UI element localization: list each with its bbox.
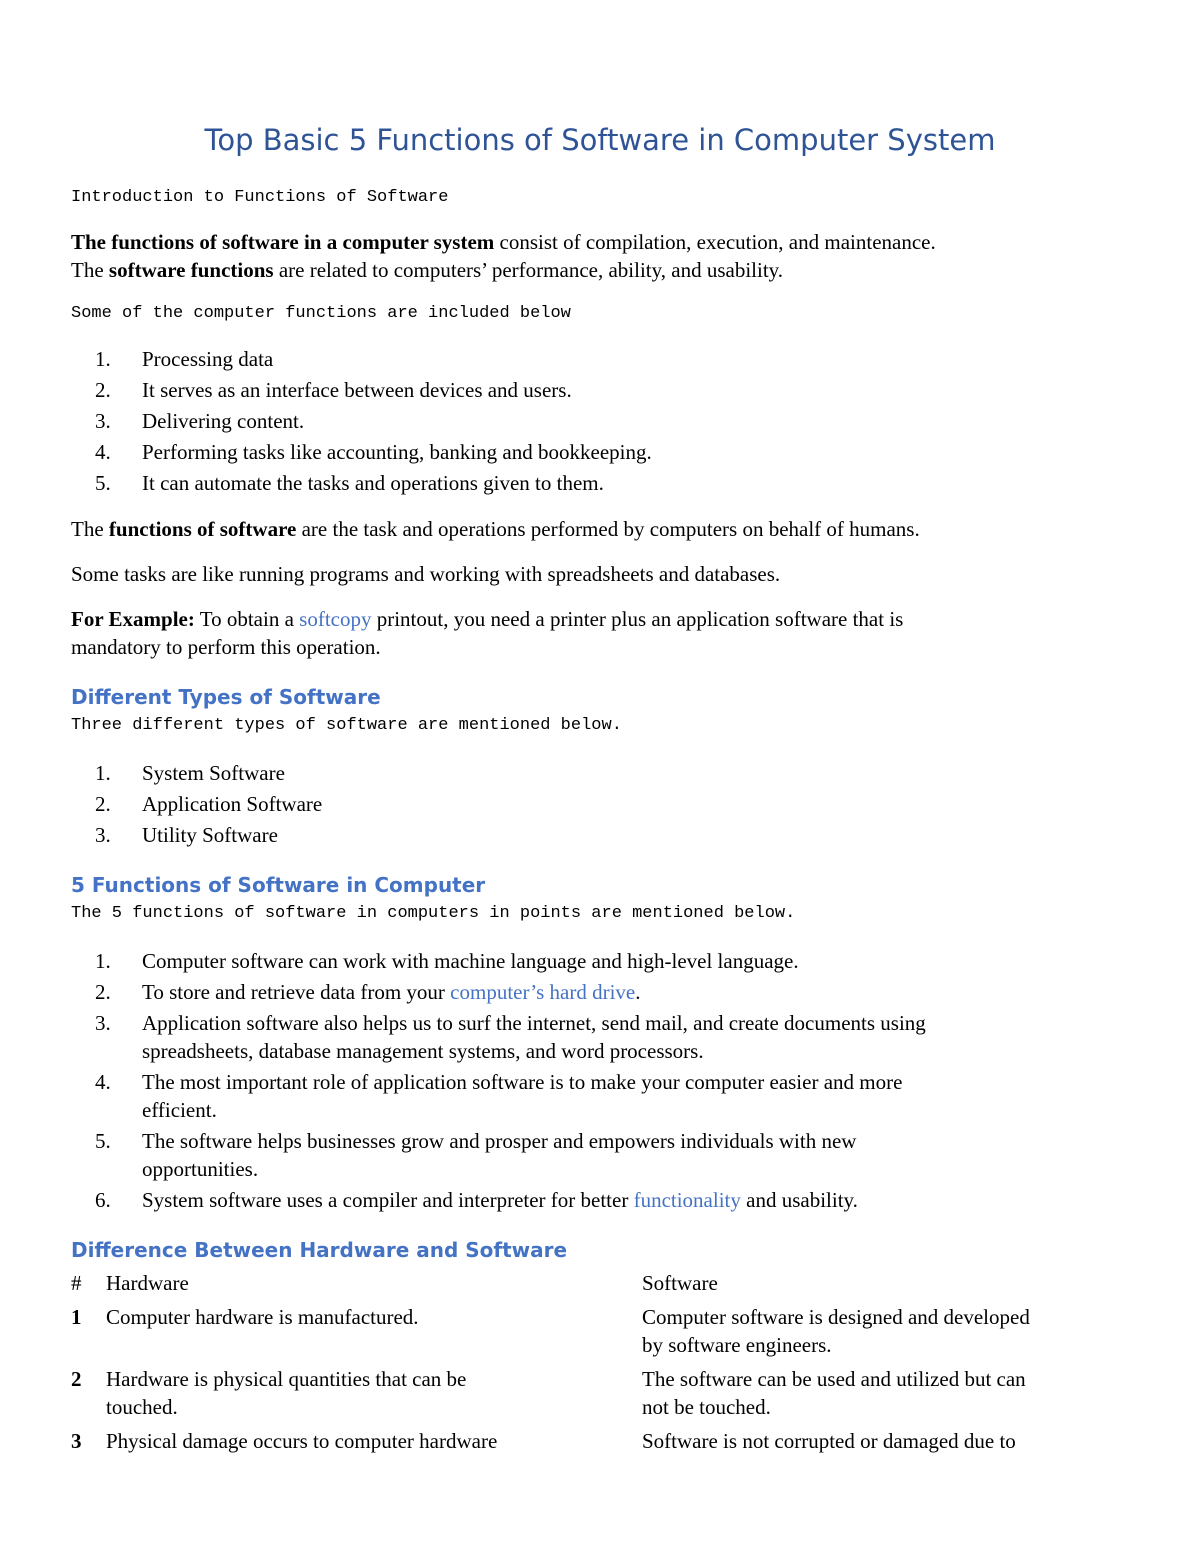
difference-table (71, 1269, 1116, 1461)
softcopy-link[interactable]: softcopy (299, 607, 372, 631)
tasks-paragraph: Some tasks are like running programs and working with spreadsheets and databases. (71, 562, 781, 586)
list-item: 3. Delivering content. (95, 409, 305, 433)
list-item: 4. The most important role of application software is to make your computer easier and more efficient. (95, 1070, 903, 1122)
table-row: 2 Hardware is physical quantities that can be touched. The software can be used and utilized but can not be touched. (71, 1367, 1026, 1419)
functionality-link[interactable]: functionality (633, 1188, 741, 1212)
table-header-cell: Hardware (106, 1271, 189, 1295)
list-item: 1. System Software (95, 761, 285, 785)
example-paragraph: For Example: To obtain a softcopy printout, you need a printer plus an application software that is mandatory to perform this operation. (71, 607, 904, 659)
table-row: 1 Computer hardware is manufactured. Computer software is designed and developed by software engineers. (71, 1305, 1030, 1357)
list-item: 4. Performing tasks like accounting, banking and bookkeeping. (95, 440, 652, 464)
table-header-row (71, 1269, 1116, 1303)
computer-functions-intro: Some of the computer functions are included below (71, 304, 571, 323)
functions-paragraph: The functions of software are the task and operations performed by computers on behalf of humans. (71, 517, 920, 541)
hard-drive-link[interactable]: computer’s hard drive (450, 980, 636, 1004)
list-item: 5. It can automate the tasks and operations given to them. (95, 471, 604, 495)
types-heading: Different Types of Software (71, 685, 381, 709)
types-intro: Three different types of software are mentioned below. (71, 716, 622, 735)
intro-paragraph: The functions of software in a computer system consist of compilation, execution, and maintenance. The software functions are related to computers’ performance, ability, and usability. (71, 230, 936, 282)
functions-list (71, 947, 1116, 1214)
table-header-cell: # (71, 1271, 82, 1295)
table-header-cell: Software (642, 1271, 718, 1295)
types-list (71, 759, 1116, 849)
table-row: 3 Physical damage occurs to computer hardware Software is not corrupted or damaged due to (71, 1429, 1016, 1453)
list-item: 2. To store and retrieve data from your computer’s hard drive. (95, 980, 641, 1004)
functions-intro: The 5 functions of software in computers in points are mentioned below. (71, 904, 796, 923)
page-title: Top Basic 5 Functions of Software in Computer System (204, 123, 996, 157)
list-item: 2. It serves as an interface between devices and users. (95, 378, 572, 402)
list-item: 5. The software helps businesses grow and prosper and empowers individuals with new opportunities. (95, 1129, 857, 1181)
functions-heading: 5 Functions of Software in Computer (71, 873, 486, 897)
computer-functions-list (71, 345, 1116, 497)
difference-heading: Difference Between Hardware and Software (71, 1238, 568, 1262)
list-item: 3. Utility Software (95, 823, 278, 847)
intro-heading: Introduction to Functions of Software (71, 188, 449, 207)
list-item: 1. Computer software can work with machine language and high-level language. (95, 949, 799, 973)
list-item: 6. System software uses a compiler and interpreter for better functionality and usability. (95, 1188, 858, 1212)
list-item: 1. Processing data (95, 347, 274, 371)
list-item: 2. Application Software (95, 792, 323, 816)
list-item: 3. Application software also helps us to surf the internet, send mail, and create documents using spreadsheets, database management systems, and word processors. (95, 1011, 926, 1063)
